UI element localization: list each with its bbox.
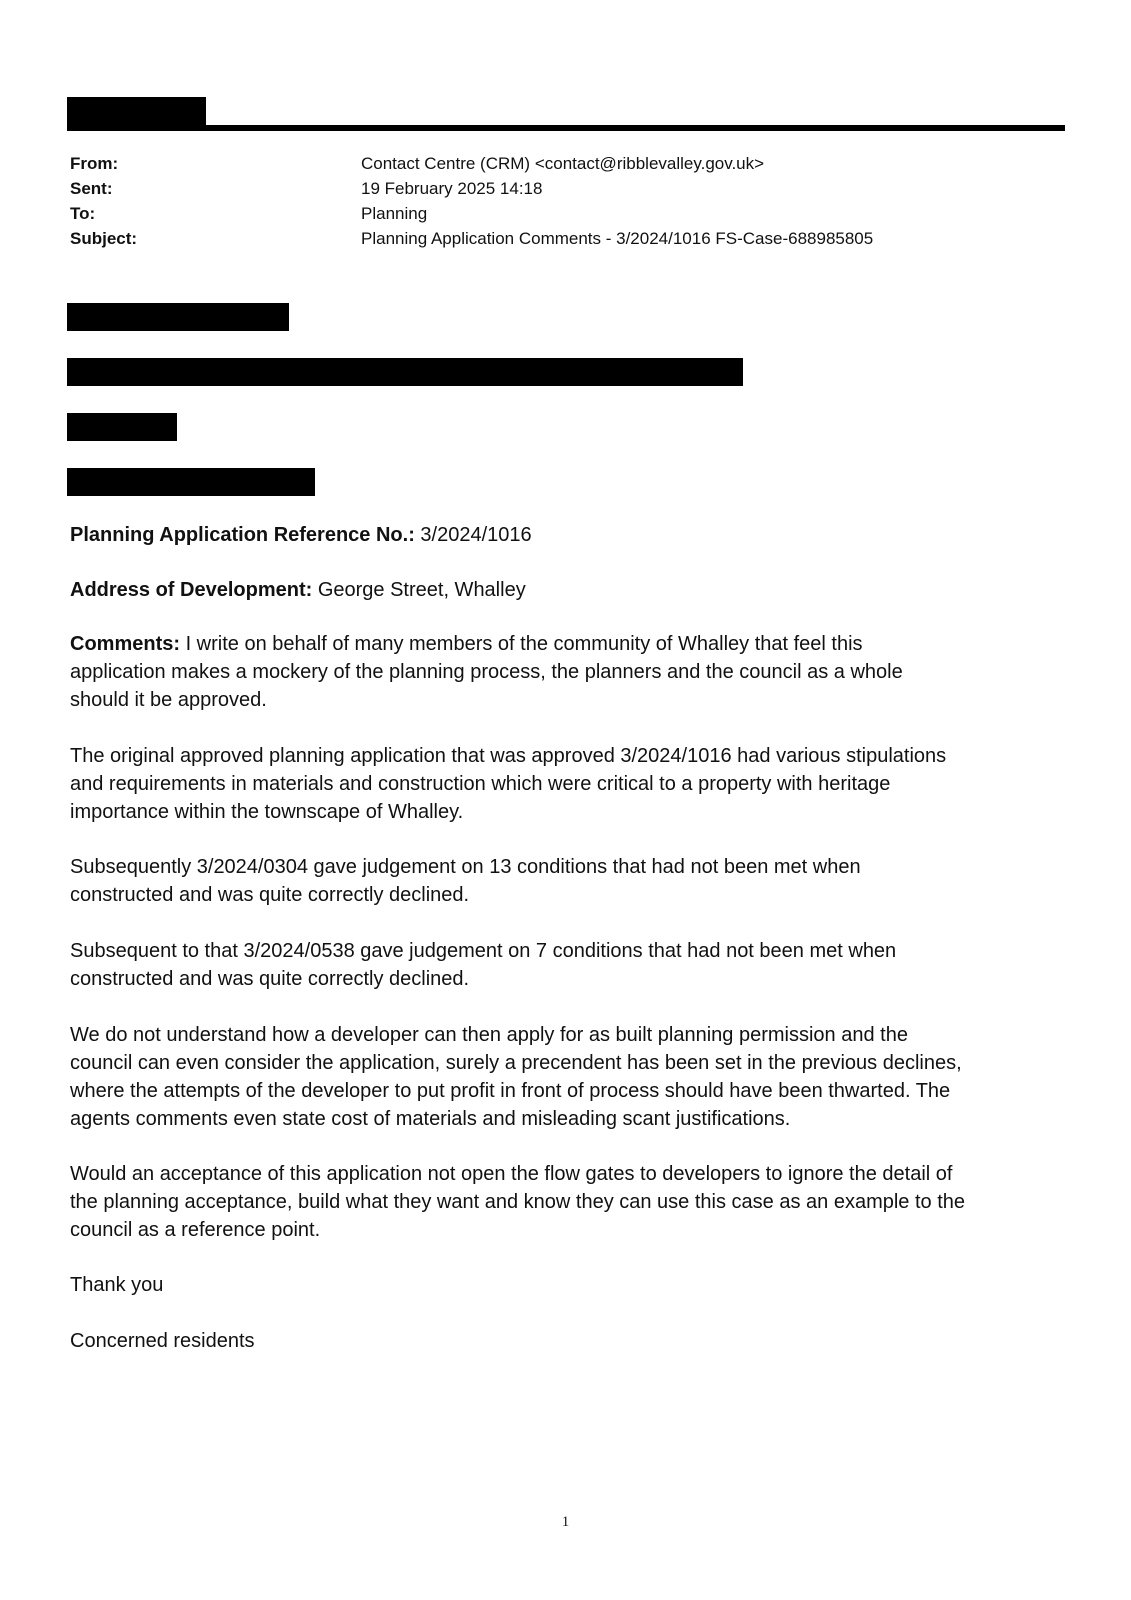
address-line — [70, 576, 1070, 604]
header-label: From: — [70, 154, 119, 173]
paragraph-0304 — [70, 853, 1070, 909]
header-value: Contact Centre (CRM) <contact@ribblevalley.gov.uk> — [361, 154, 765, 173]
header-value: Planning — [361, 204, 428, 223]
header-label: Sent: — [70, 179, 113, 198]
paragraph-line: constructed and was quite correctly declined. — [70, 884, 470, 906]
paragraph-line: importance within the townscape of Whalley. — [70, 801, 464, 823]
redacted-block — [67, 468, 315, 496]
header-value: Planning Application Comments - 3/2024/1016 FS-Case-688985805 — [361, 229, 874, 248]
reference-label: Planning Application Reference No.: — [70, 524, 415, 546]
address-value: George Street, Whalley — [312, 579, 526, 601]
comments-line: application makes a mockery of the planning process, the planners and the council as a whole — [70, 661, 903, 683]
paragraph-line: and requirements in materials and construction which were critical to a property with heritage — [70, 773, 891, 795]
paragraph-line: council can even consider the application, surely a precendent has been set in the previous declines, — [70, 1052, 962, 1074]
paragraph-line: Concerned residents — [70, 1330, 255, 1352]
comments-line: I write on behalf of many members of the community of Whalley that feel this — [180, 633, 863, 655]
paragraph-line: The original approved planning application that was approved 3/2024/1016 had various stipulations — [70, 745, 947, 767]
paragraph-line: constructed and was quite correctly declined. — [70, 968, 470, 990]
paragraph-original-application — [70, 742, 1070, 826]
paragraph-line: Subsequent to that 3/2024/0538 gave judgement on 7 conditions that had not been met when — [70, 940, 897, 962]
redacted-block — [67, 358, 743, 386]
comments-paragraph — [70, 630, 1070, 714]
paragraph-line: Subsequently 3/2024/0304 gave judgement on 13 conditions that had not been met when — [70, 856, 861, 878]
paragraph-line: agents comments even state cost of materials and misleading scant justifications. — [70, 1108, 791, 1130]
reference-value: 3/2024/1016 — [414, 524, 532, 546]
address-label: Address of Development: — [70, 579, 313, 601]
paragraph-as-built — [70, 1021, 1070, 1133]
header-label: Subject: — [70, 229, 138, 248]
paragraph-flood-gates — [70, 1160, 1070, 1244]
reference-line — [70, 521, 1070, 549]
header-label: To: — [70, 204, 96, 223]
comments-label: Comments: — [70, 633, 181, 655]
paragraph-line: Would an acceptance of this application not open the flow gates to developers to ignore the detail of — [70, 1163, 953, 1185]
paragraph-0538 — [70, 937, 1070, 993]
header-value: 19 February 2025 14:18 — [361, 179, 543, 198]
redacted-block — [67, 413, 177, 441]
header-rule — [67, 125, 1065, 131]
paragraph-line: Thank you — [70, 1274, 164, 1296]
paragraph-line: the planning acceptance, build what they want and know they can use this case as an example to the — [70, 1191, 966, 1213]
paragraph-line: where the attempts of the developer to put profit in front of process should have been thwarted. The — [70, 1080, 951, 1102]
sign-off-thanks — [70, 1271, 1070, 1299]
comments-line: should it be approved. — [70, 689, 267, 711]
paragraph-line: We do not understand how a developer can then apply for as built planning permission and the — [70, 1024, 908, 1046]
redacted-block — [67, 303, 289, 331]
page-number: 1 — [561, 1514, 570, 1530]
paragraph-line: council as a reference point. — [70, 1219, 321, 1241]
sign-off-name — [70, 1327, 1070, 1355]
